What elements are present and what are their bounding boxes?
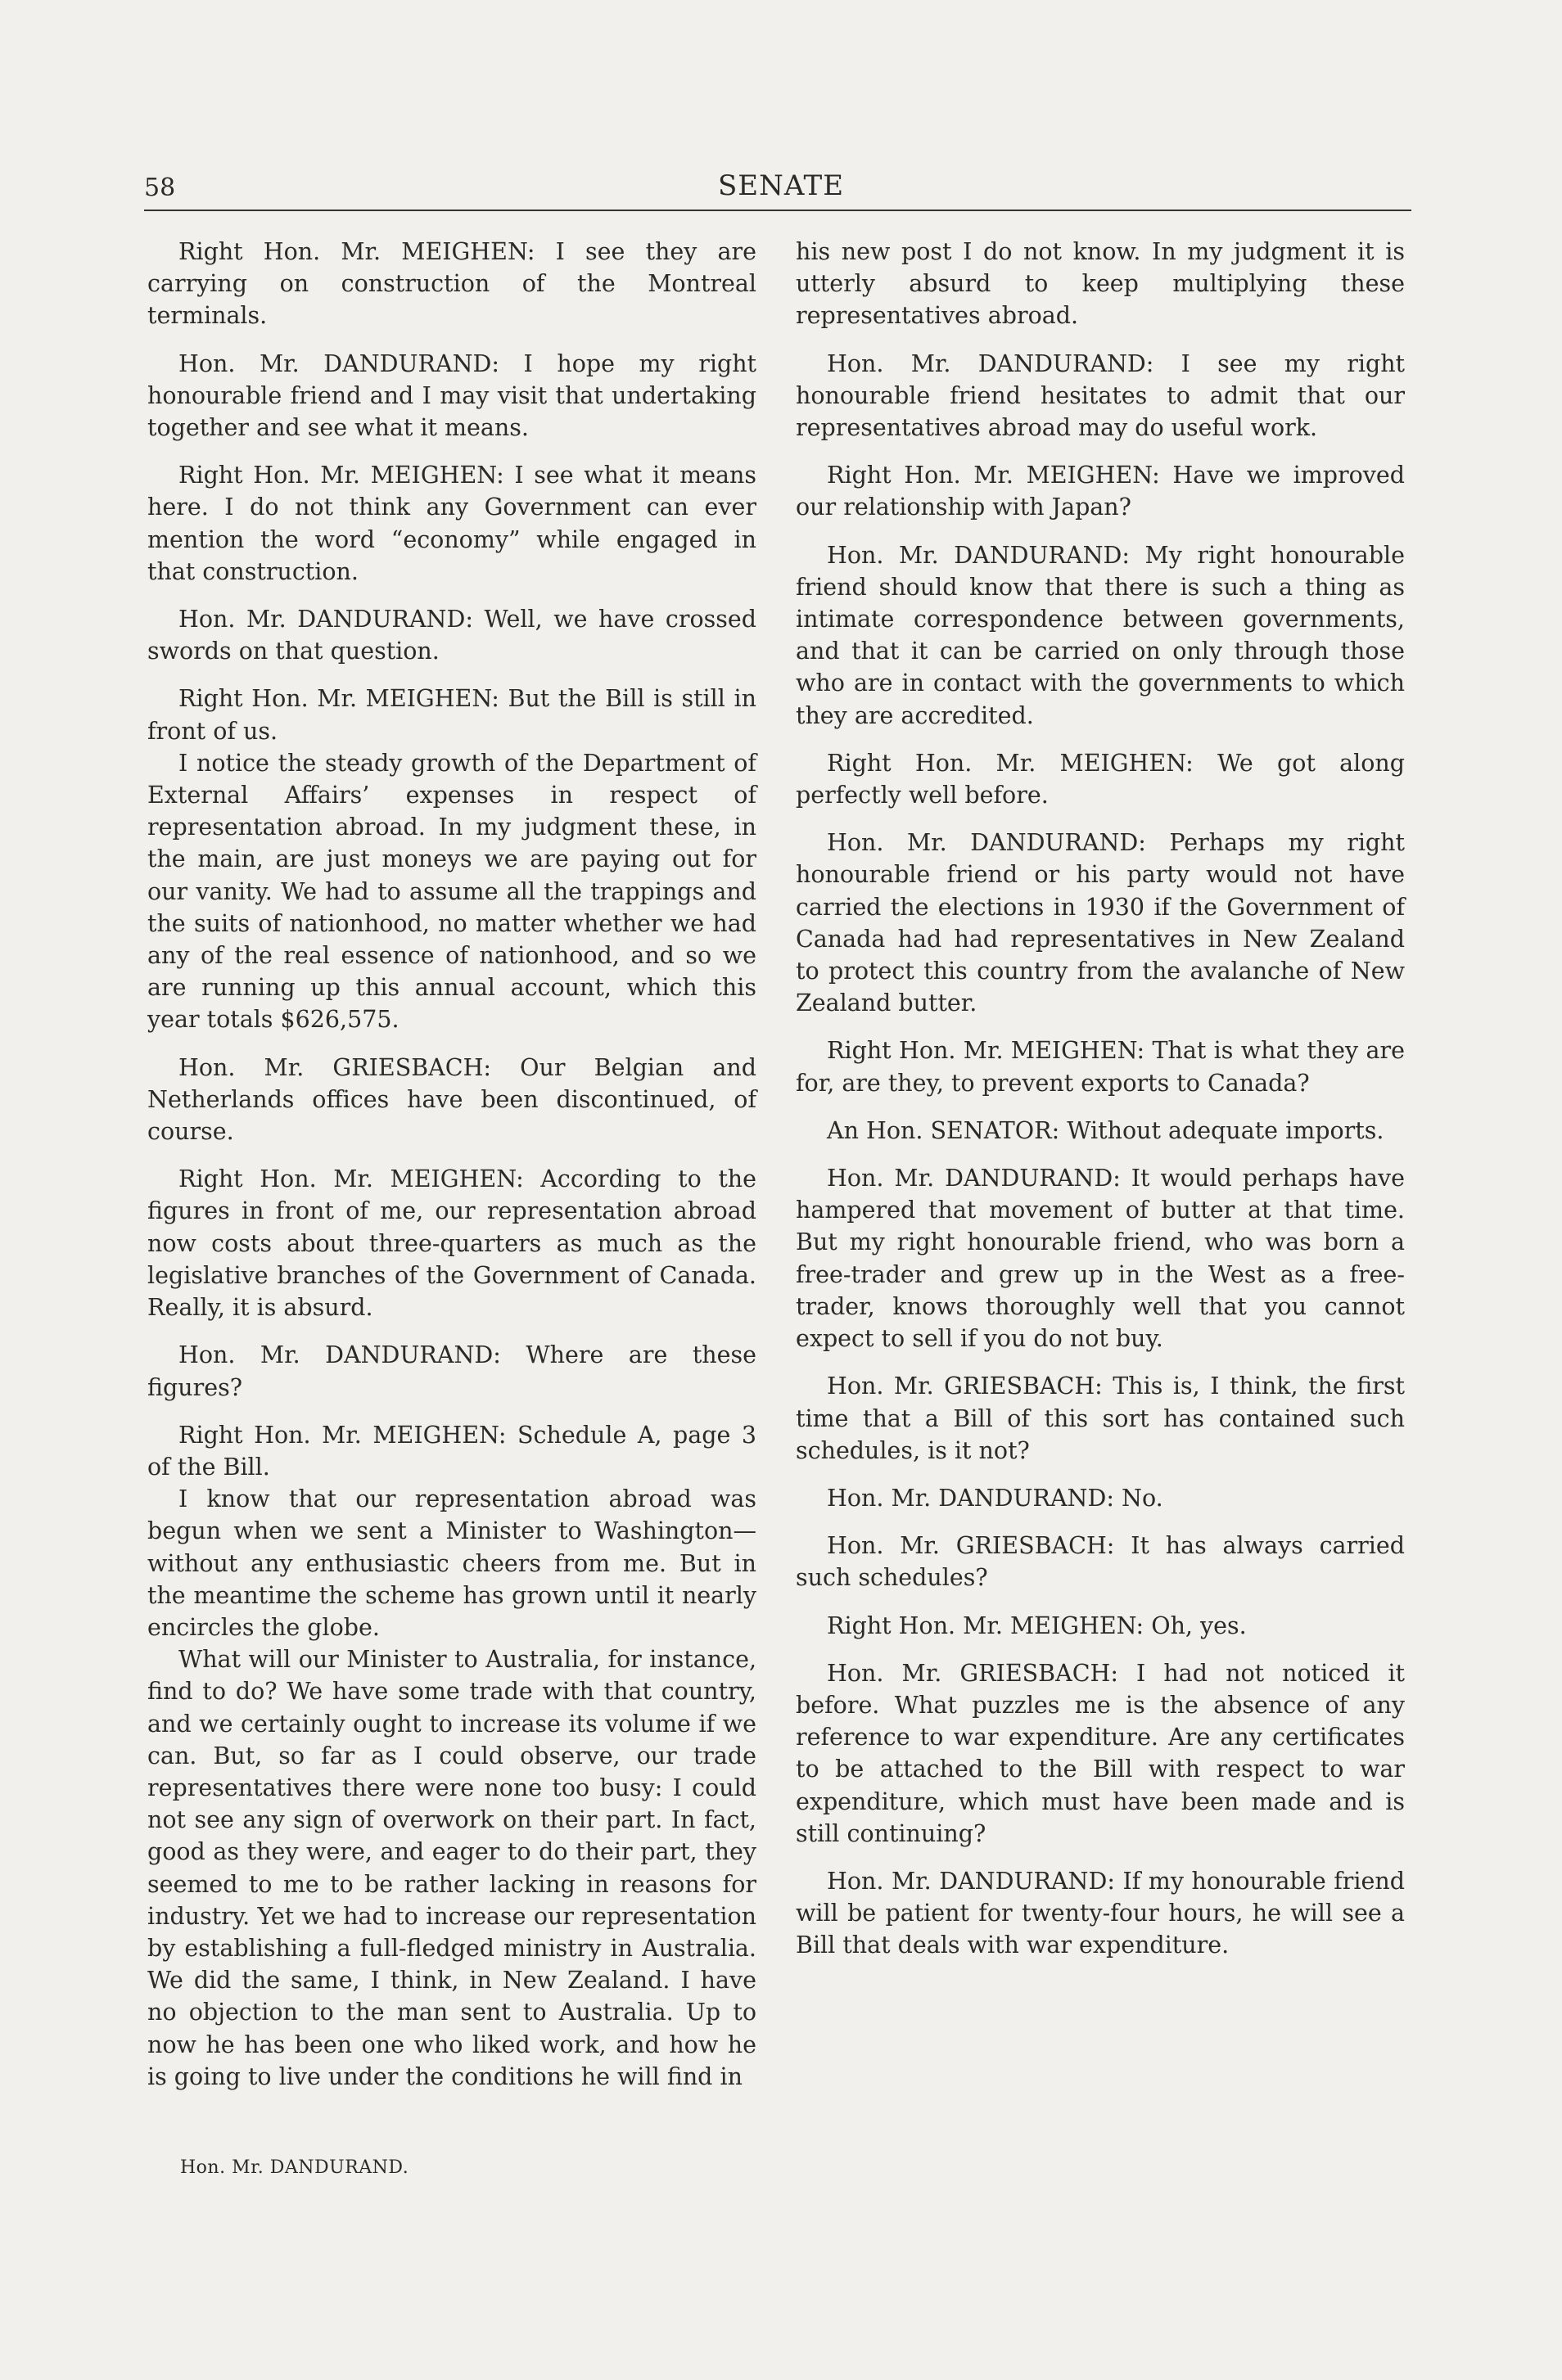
paragraph: Hon. Mr. DANDURAND: No. <box>827 1484 1163 1512</box>
paragraph: Right Hon. Mr. MEIGHEN: But the Bill is still in front of us. <box>147 685 756 745</box>
paragraph: Hon. Mr. DANDURAND: Perhaps my right honourable friend or his party would not have carried the elections in 1930 if the Government of Canada had had representatives in New Zealand to protect this country from the avalanche of New Zealand butter. <box>796 829 1405 1017</box>
footer-speaker-name: Hon. Mr. DANDURAND. <box>180 2157 409 2178</box>
paragraph: Right Hon. Mr. MEIGHEN: Schedule A, page 3 of the Bill. <box>147 1421 756 1481</box>
right-column <box>796 236 1405 1977</box>
paragraph: Hon. Mr. DANDURAND: I hope my right honourable friend and I may visit that undertaking together and see what it means. <box>147 349 756 442</box>
paragraph: Right Hon. Mr. MEIGHEN: According to the figures in front of me, our representation abroad now costs about three-quarters as much as the legislative branches of the Government of Canada. Really, it is absurd. <box>147 1165 756 1322</box>
paragraph: I notice the steady growth of the Department of External Affairs’ expenses in respect of representation abroad. In my judgment these, in the main, are just moneys we are paying out for our vanity. We had to assume all the trappings and the suits of nationhood, no matter whether we had any of the real essence of nationhood, and so we are running up this annual account, which this year totals $626,575. <box>147 749 756 1034</box>
paragraph: Right Hon. Mr. MEIGHEN: I see what it means here. I do not think any Government can ever mention the word “economy” while engaged in that construction. <box>147 462 756 585</box>
paragraph: Hon. Mr. DANDURAND: Well, we have crossed swords on that question. <box>147 606 756 665</box>
paragraph: I know that our representation abroad was begun when we sent a Minister to Washington—without any enthusiastic cheers from me. But in the meantime the scheme has grown until it nearly encircles the globe. <box>147 1485 756 1641</box>
paragraph: Hon. Mr. DANDURAND: I see my right honourable friend hesitates to admit that our representatives abroad may do useful work. <box>796 349 1405 442</box>
paragraph: Hon. Mr. GRIESBACH: This is, I think, the first time that a Bill of this sort has contained such schedules, is it not? <box>796 1373 1405 1464</box>
paragraph: Right Hon. Mr. MEIGHEN: Oh, yes. <box>827 1611 1247 1639</box>
paragraph: Hon. Mr. GRIESBACH: Our Belgian and Netherlands offices have been discontinued, of course. <box>147 1053 756 1146</box>
paragraph: Right Hon. Mr. MEIGHEN: Have we improved our relationship with Japan? <box>796 462 1405 521</box>
paragraph: Right Hon. Mr. MEIGHEN: I see they are carrying on construction of the Montreal terminals. <box>147 238 756 330</box>
running-head: SENATE <box>717 169 845 202</box>
paragraph: An Hon. SENATOR: Without adequate imports. <box>827 1116 1384 1144</box>
paragraph: Right Hon. Mr. MEIGHEN: That is what they are for, are they, to prevent exports to Canada? <box>796 1037 1405 1097</box>
header-rule <box>144 210 1411 211</box>
paragraph: Hon. Mr. DANDURAND: If my honourable friend will be patient for twenty-four hours, he will see a Bill that deals with war expenditure. <box>796 1867 1405 1959</box>
paragraph: Right Hon. Mr. MEIGHEN: We got along perfectly well before. <box>796 749 1405 809</box>
paragraph: Hon. Mr. GRIESBACH: It has always carried such schedules? <box>796 1532 1405 1592</box>
paragraph: Hon. Mr. DANDURAND: My right honourable friend should know that there is such a thing as intimate correspondence between governments, and that it can be carried on only through those who are in contact with the governments to which they are accredited. <box>796 541 1405 729</box>
page-number: 58 <box>144 174 176 202</box>
paragraph: his new post I do not know. In my judgment it is utterly absurd to keep multiplying these representatives abroad. <box>796 238 1405 330</box>
left-column <box>147 236 756 2093</box>
paragraph: Hon. Mr. GRIESBACH: I had not noticed it before. What puzzles me is the absence of any reference to war expenditure. Are any certificates to be attached to the Bill with respect to war expenditure, which must have been made and is still continuing? <box>796 1659 1405 1847</box>
paragraph: What will our Minister to Australia, for instance, find to do? We have some trade with that country, and we certainly ought to increase its volume if we can. But, so far as I could observe, our trade representatives there were none too busy: I could not see any sign of overwork on their part. In fact, good as they were, and eager to do their part, they seemed to me to be rather lacking in reasons for industry. Yet we had to increase our representation by establishing a full-fledged ministry in Australia. We did the same, I think, in New Zealand. I have no objection to the man sent to Australia. Up to now he has been one who liked work, and how he is going to live under the conditions he will find in <box>147 1646 756 2090</box>
paragraph: Hon. Mr. DANDURAND: It would perhaps have hampered that movement of butter at that time. But my right honourable friend, who was born a free-trader and grew up in the West as a free-trader, knows thoroughly well that you cannot expect to sell if you do not buy. <box>796 1165 1405 1353</box>
paragraph: Hon. Mr. DANDURAND: Where are these figures? <box>147 1341 756 1401</box>
